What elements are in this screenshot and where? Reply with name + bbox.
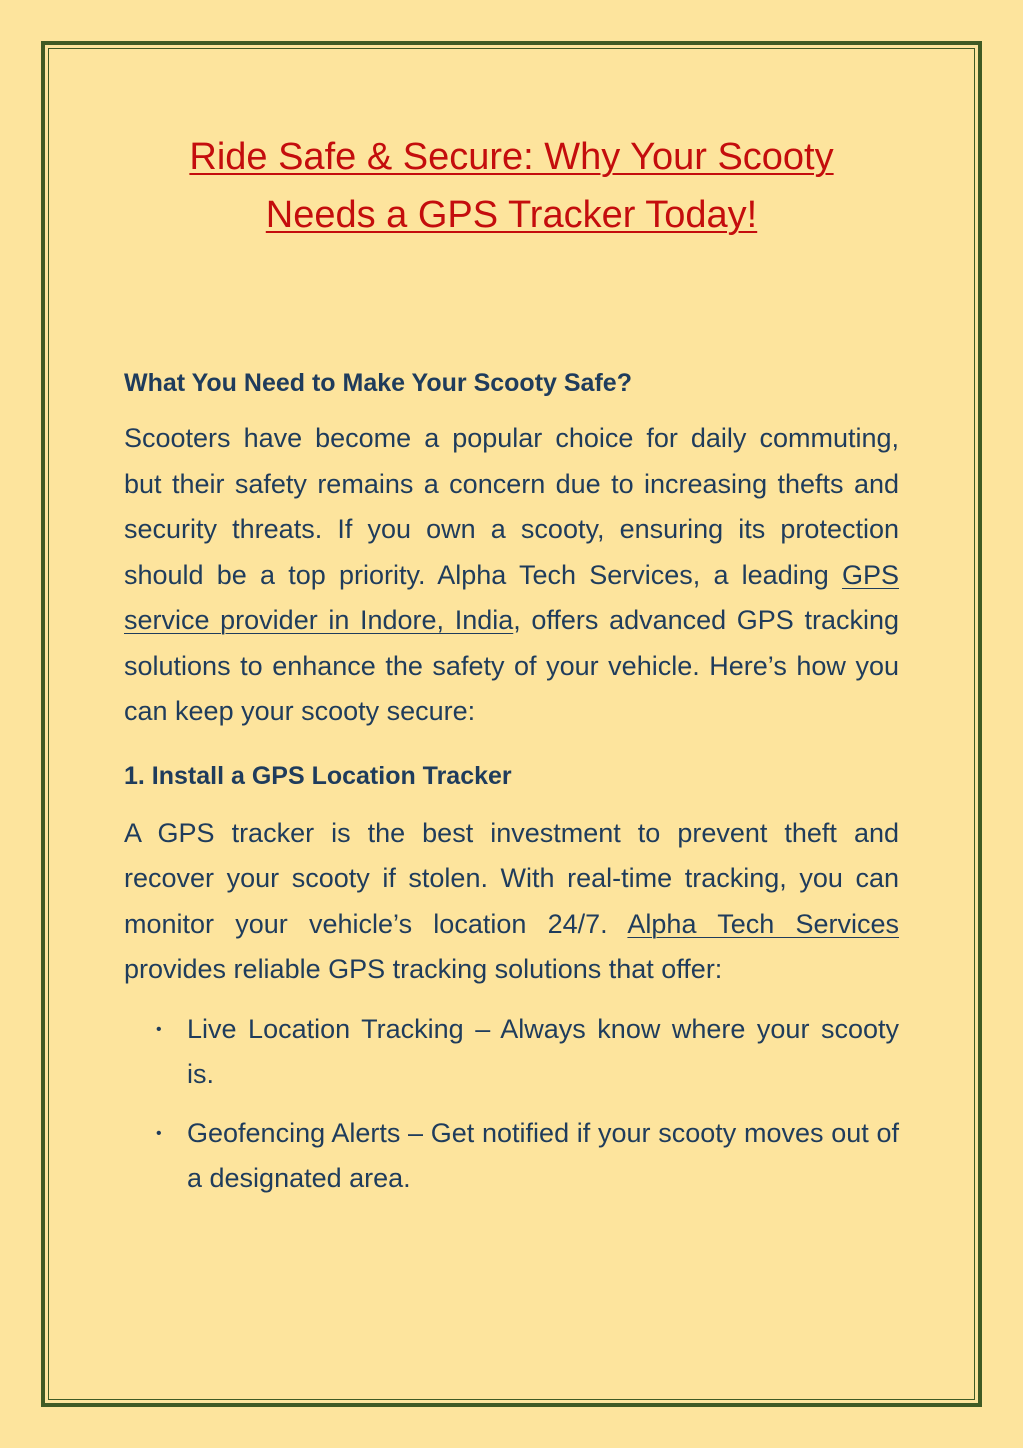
list-item-text: Live Location Tracking – Always know where your scooty is. [187,1013,899,1089]
list-item-text: Geofencing Alerts – Get notified if your scooty moves out of a designated area. [187,1117,899,1193]
tracker-text-after-link: provides reliable GPS tracking solutions that offer: [124,954,723,984]
alpha-tech-services-link[interactable]: Alpha Tech Services [627,908,899,939]
list-item [124,1111,899,1202]
page-title [124,128,899,244]
feature-list [124,1007,899,1202]
bullet-icon: • [156,1124,162,1142]
bullet-icon: • [156,1020,162,1038]
tracker-text-before-link: A GPS tracker is the best investment to prevent theft and recover your scooty if stolen. With real-time tracking, you can monitor your vehicle’s location 24/7. [124,817,899,939]
intro-paragraph [124,416,899,735]
gps-provider-link[interactable]: GPS service provider in Indore, India [124,559,899,635]
page-title-line-1: Ride Safe & Secure: Why Your Scooty [189,136,834,178]
intro-text-after-link: , offers advanced GPS tracking solutions to enhance the safety of your vehicle. Here’s how you can keep your scooty secure: [124,605,899,726]
document-body [124,128,899,1215]
list-item [124,1007,899,1098]
section-heading-install-tracker: 1. Install a GPS Location Tracker [124,761,512,790]
tracker-paragraph [124,811,899,993]
intro-text-before-link: Scooters have become a popular choice for daily commuting, but their safety remains a concern due to increasing thefts and security threats. If you own a scooty, ensuring its protection should be a top priority. Alpha Tech Services, a leading [124,423,899,590]
page-title-line-2: Needs a GPS Tracker Today! [265,194,758,236]
section-heading-safety: What You Need to Make Your Scooty Safe? [124,369,632,397]
